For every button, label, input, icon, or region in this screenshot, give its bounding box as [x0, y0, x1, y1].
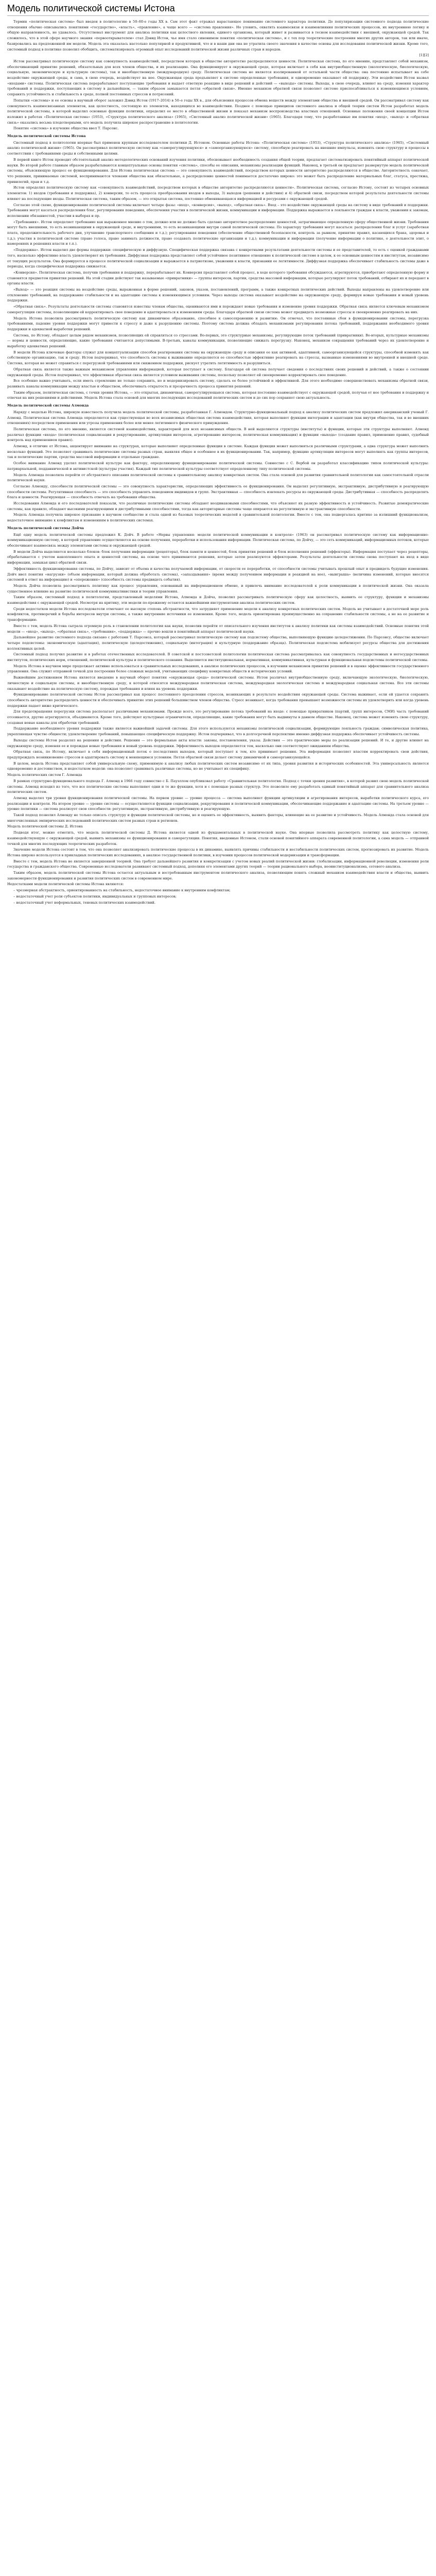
paragraph: Все особенно важно учитывать, если иметь стремление не только сохранить, но и модернизировать систему, сделать ее более устойчивой и эффективной. Для этого необходимо совершенствовать механизмы обратной связи, развивать каналы коммуникации между властью и обществом, обеспечивать открытость и прозрачность процесса принятия решений. [7, 379, 429, 388]
paragraph: Модель Истона в научном мире продолжает активно использоваться в сравнительных исследованиях, в анализе политических процессов, в изучении механизмов принятия решений и в оценке эффективности государственного управления. Она служит отправной точкой для построения более сложных моделей, учитывающих специфику конкретных обществ и исторических условий. [7, 664, 429, 674]
paragraph: «Поддержка». Истон выделил две формы поддержки: специфическую и диффузную. Специфическая поддержка связана с конкретными результатами деятельности системы и ее представителей, то есть с оценкой гражданами того, насколько эффективно власть удовлетворяет их требования. Диффузная поддержка представляет собой устойчивое позитивное отношение к политической системе в целом, к ее основным ценностям и институтам, независимо от текущих результатов. Она формируется в процессе политической социализации и выражается в патриотизме, уважении к власти, признании ее легитимности. Диффузная поддержка обеспечивает стабильность системы даже в периоды, когда специфическая поддержка снижается. [7, 248, 429, 269]
paragraph: В модели Истона ключевые факторы служат для концептуализации способов реагирования системы на окружающую среду и описания ее как активной, адаптивной, самоорганизующейся структуры, способной изменять как собственную организацию, так и среду. Истон подчеркивал, что способность системы к выживанию определяется ее способностью эффективно реагировать на стрессы, вызванные изменениями во внутренней и внешней среде. Система, которая не может справиться с перегрузкой требованиями или снижением поддержки, рискует утратить легитимность и разрушиться. [7, 350, 429, 366]
paragraph: Попытки «системы» и ее основы в научный оборот заложил Дэвид Истон (1917–2014) в 50–е годы XX в., для объяснения процессов обмена веществ между элементами общества и внешней средой. Он рассматривал систему как совокупность взаимосвязанных элементов, как целостность, состоящую из элементов, находящихся во взаимодействии. Позднее с помощью принципов системного анализа и общей теории систем Истон разработал модель политической системы, в которой выделил основные функции политики, определил ее место в общественной жизни и показал механизм воспроизводства властных отношений. Основные положения своей концепции Истон изложил в работах «Политическая система» (1953), «Структура политического анализа» (1965), «Системный анализ политической жизни» (1965). Благодаря тому, что разработанные им понятия «вход», «выход» и «обратная связь» оказались весьма плодотворными, его модель получила широкое распространение в политологии. [7, 98, 429, 125]
paragraph: «Требования». Истон определяет требование как выраженное мнение о том, должно или не должно быть сделано авторитетное распределение ценностей, затрагивающее определенную сферу общественной жизни. Требования могут быть внешними, то есть возникающими в окружающей среде, и внутренними, то есть возникающими внутри самой политической системы. По характеру требования могут касаться: распределения благ и услуг (заработная плата, продолжительность рабочего дня, улучшение транспортного сообщения и т.д.); регулирования поведения (обеспечение общественной безопасности, контроль за рынком, принятие правил, касающихся брака, здоровья и т.д.); участия в политической системе (право голоса, право занимать должности, право создавать политические организации и т.д.); коммуникации и информации (получение информации о политике, о деятельности элит, о намерениях и решениях власти и т.п.). [7, 219, 429, 246]
paragraph: «Обратная связь». Результаты деятельности системы становятся известны членам общества, оцениваются ими и порождают новые требования и изменение уровня поддержки. Обратная связь является ключевым механизмом саморегуляции системы, позволяющим ей корректировать свое поведение и адаптироваться к изменениям среды. Благодаря обратной связи система может предвидеть возможные стрессы и своевременно реагировать на них. [7, 304, 429, 314]
paragraph: Истон определил политическую систему как «совокупность взаимодействий, посредством которых в обществе авторитетно распределяются ценности». Политическая система, согласно Истону, состоит из четырех основных элементов: 1) входов (требования и поддержка), 2) конверсии, то есть процесса преобразования входов в выходы, 3) выходов (решения и действия) и 4) обратной связи, посредством которой результаты деятельности системы влияют на последующие входы. Политическая система, таким образом, — это открытая система, постоянно обменивающаяся информацией и ресурсами с окружающей средой. [7, 185, 429, 201]
paragraph: Истон рассматривал политическую систему как совокупность взаимодействий, посредством которых в обществе авторитетно распределяются ценности. Политическая система, по его мнению, представляет собой механизм, обеспечивающий принятие решений, обязательных для всех членов общества, и их реализацию. Она функционирует в окружающей среде, которая включает в себя как внутриобщественную (экологическую, биологическую, социальную, экономическую и культурную системы), так и внеобщественную (международную) среду. Политическая система не является изолированной от остальной части общества: она постоянно испытывает на себе воздействие окружающей среды, и сама, в свою очередь, воздействует на нее. Окружающая среда предъявляет к системе определенные требования, и одновременно оказывает ей поддержку. Эти воздействия Истон назвал «входами» системы. Политическая система перерабатывает поступающие требования и выдает ответную реакцию в виде решений и действий — «выходы» системы. Выходы, в свою очередь, влияют на среду, изменяя характер требований и поддержки, поступающих в систему в дальнейшем, — таким образом замыкается петля «обратной связи». Именно механизм обратной связи позволяет системе приспосабливаться к изменяющимся условиям, сохранять устойчивость и стабильность в среде, полной постоянных стрессов и потрясений. [7, 59, 429, 97]
paragraph: Ещё одну модель политической системы предложил К. Дойч. В работе «Нервы управления: модели политической коммуникации и контроля» (1963) он рассматривал политическую систему как информационно-коммуникационную систему, в которой управление осуществляется на основе получения, переработки и использования информации. Политическая система, по Дойчу, — это сеть коммуникаций, информационных потоков, которые обеспечивают взаимосвязь между элементами системы и окружающей средой. [7, 532, 429, 548]
article [0, 0, 436, 913]
section-heading: Модель политической системы Алмонда [7, 403, 89, 408]
paragraph: – недостаточный учет неформальных, теневых политических взаимодействий. [13, 900, 155, 905]
paragraph: Понятие «система» в изучение общества ввел Т. Парсонс. [13, 126, 119, 131]
paragraph: Для предотвращения перегрузки система располагает различными механизмами. Прежде всего, это регулирование потока требований на входе: с помощью привратников (партий, групп интересов, СМИ) часть требований отсеивается, другие агрегируются, объединяются. Кроме того, действуют культурные ограничители, определяющие, какие требования могут быть выдвинуты в данном обществе. Наконец, система может изменять свою структуру, создавая новые каналы для обработки требований. [7, 709, 429, 725]
paragraph: Исследования Алмонда и его последователей показали, что различные политические системы обладают неодинаковыми способностями, что объясняет их разную эффективность и устойчивость. Развитые демократические системы, как правило, обладают высокими реагирующими и дистрибутивными способностями, тогда как авторитарные системы чаще опираются на регулятивную и экстрактивную способности. [7, 501, 429, 511]
paragraph: – недостаточный учет роли субъектов политики, индивидуальных и групповых интересов; [13, 894, 177, 899]
paragraph: Обратная связь, по Истону, включает в себя информационный поток о последствиях выходов, который поступает к тем, кто принимает решения. Эта информация позволяет властям корректировать свои действия, предупреждать возникновение стрессов и адаптировать систему к меняющимся условиям. Петля обратной связи делает систему динамичной и самоорганизующейся. [7, 750, 429, 759]
paragraph: Модель политических систем Г. Алмонда [7, 773, 82, 777]
paragraph: Согласно Алмонду, способности политической системы — это совокупность характеристик, определяющих эффективность ее функционирования. Он выделял регулятивную, экстрактивную, дистрибутивную и реагирующую способности системы. Регулятивная способность — это способность управлять поведением индивидов и групп. Экстрактивная — способность извлекать ресурсы из окружающей среды. Дистрибутивная — способность распределять блага и ценности. Реагирующая — способность отвечать на требования общества. [7, 484, 429, 500]
paragraph: В рамках структурно-функционального подхода Г. Алмонд в 1966 году совместно с Б. Пауэллом опубликовал работу «Сравнительная политология. Подход с точки зрения развития», в которой развил свою модель политической системы. Алмонд исходил из того, что все политические системы выполняют одни и те же функции, хотя и с помощью разных структур. Это позволило ему разработать единый понятийный аппарат для сравнительного анализа политических систем. [7, 778, 429, 794]
paragraph: Модель Дойча позволила рассматривать политику как процесс управления, основанный на информационном обмене, и привлечь внимание исследователей к роли коммуникации в политической жизни. Она оказала существенное влияние на развитие политической коммуникативистики и теории управления. [7, 583, 429, 594]
paragraph: Алмонд, в отличие от Истона, акцентирует внимание на структурах, которые выполняют определенные функции в системе. Каждая функция может выполняться различными структурами, а одна структура может выполнять несколько функций. Это позволяет сравнивать политические системы разных стран, выявляя общее и особенное в их функционировании. Так, например, функцию артикуляции интересов могут выполнять как группы интересов, так и политические партии, средства массовой информации и отдельные граждане. [7, 444, 429, 460]
paragraph: Важнейшим достижением Истона является введение в научный оборот понятия «окружающая среда» политической системы. Истон различал внутриобщественную среду, включающую экологическую, биологическую, личностную и социальную системы, и внеобщественную среду, к которой относятся международная политическая система, международная экологическая система и международная социальная система. Все эти системы оказывают воздействие на политическую систему, порождая требования и влияя на уровень поддержки. [7, 675, 429, 691]
paragraph: Подводя итог, можно отметить, что модель политической системы Д. Истона является одной из фундаментальных в политической науке. Она впервые позволила рассмотреть политику как целостную систему, взаимодействующую с окружающей средой, выявить механизмы ее функционирования и саморегуляции. Понятия, введенные Истоном, стали основой понятийного аппарата современной политологии, а сама модель — отправной точкой для многих последующих теоретических разработок. [7, 831, 429, 846]
paragraph: Модель Алмонда получила широкое признание в научном сообществе и стала одной из базовых теоретических моделей в сравнительной политологии. Вместе с тем, она подвергалась критике за излишний функционализм, недостаточное внимание к конфликтам и изменениям в политических системах. [7, 513, 429, 523]
paragraph: Системный подход в политологии впервые был применен крупным исследователем политики Д. Истоном. Основные работы Истона: «Политическая система» (1953), «Структура политического анализа» (1965), «Системный анализ политической жизни» (1965). Он рассматривал политическую систему как «саморегулирующуюся» и «самоорганизующуюся» систему, способную реагировать на внешние импульсы, изменять свою структуру и процессы в соответствии с требованиями среды и собственными целями. [7, 140, 429, 156]
page-title: Модель политической системы Истона [7, 3, 429, 16]
paragraph: Системный подход получил развитие и в работах отечественных исследователей. В советской и постсоветской политологии политическая система рассматривалась как совокупность государственных и негосударственных институтов, политических норм, отношений, политической культуры и политического сознания. Выделяются институциональная, нормативная, коммуникативная, культурная и функциональная подсистемы политической системы. [7, 652, 429, 663]
paragraph: – чрезмерная абстрактность, ориентированность на стабильность, недостаточное внимание к внутренним конфликтам; [13, 888, 231, 893]
section-heading: Модель политической системы Истона [7, 134, 86, 139]
paragraph: Обратная связь является также важным механизмом управления информацией, которая поступает в систему. Благодаря ей система получает сведения о последствиях своих решений и действий, а также о состоянии окружающей среды. Истон подчеркивал, что эффективная обратная связь является условием выживания системы, поскольку позволяет ей своевременно корректировать свое поведение. [7, 367, 429, 377]
paragraph: Функционирование политической системы Истон рассматривал как процесс постоянного преодоления стрессов, возникающих в результате воздействия окружающей среды. Система выживает, если ей удается сохранять способность авторитетно распределять ценности и обеспечивать принятие этих решений большинством членов общества. Стресс возникает, когда требования превышают возможности системы их удовлетворить или когда уровень поддержки падает ниже критического. [7, 692, 429, 708]
paragraph: Термин «политическая система» был введен в политологию в 50–60-е годы XX в. Сам этот факт отражал нарастающее понимание системного характера политики. До популяризации системного подхода политические отношения обычно описывались понятиями «государство», «власть», «правление», а чаще всего — «система правления». Но уловить, охватить взаимосвязи и взаимовлияния политических процессов, их внутреннюю логику и общую направленность, не удавалось. Отсутствовал инструмент для анализа политики как целостного явления, единого организма, который живет и развивается в тесном взаимодействии с внешней, окружающей средой. Так сложилось, что в этой сфере научного знания «первооткрывателем» стал Дэвид Истон, чье имя стало синонимом понятия «политическая система», и с тех пор теоретические построения многих других авторов, так или иначе, базировались на предложенной им модели. Модель эта оказалась настолько популярной и продуктивной, что и в наши дни она не утратила своего значения в качестве основы для исследования политической жизни. Кроме того, системный подход в политике позволил обобщить, систематизировать огромный опыт исследований политической жизни различных стран и народов. [7, 20, 429, 52]
paragraph: Согласно этой схеме, функционирование политической системы включает четыре фазы: «вход», «конверсия», «выход», «обратная связь». Вход – это воздействие окружающей среды на систему в виде требований и поддержки. Требования могут касаться распределения благ, регулирования поведения, обеспечения участия в политической жизни, коммуникации и информации. Поддержка выражается в лояльности граждан к власти, уважении к законам, исполнении обязанностей, участии в выборах и пр. [7, 202, 429, 218]
paragraph: Среди недостатков модели Истона исследователи отмечают ее высокую степень абстрактности, что затрудняет применение модели к анализу конкретных политических систем. Модель не учитывает в достаточной мере роль конфликтов, противоречий и борьбы интересов внутри системы, а также внутренние источники ее изменения. Кроме того, модель ориентирована преимущественно на сохранение стабильности системы, а не на ее развитие и трансформацию. [7, 606, 429, 622]
paragraph: [1][2] [419, 53, 429, 58]
article-body [7, 19, 429, 905]
paragraph: Политическая система, по его мнению, является системой взаимодействия, характерной для всех независимых обществ. В ней выделяются структуры (институты) и функции, которые эти структуры выполняют. Алмонд различал функции «входа» (политическая социализация и рекрутирование, артикуляция интересов, агрегирование интересов, политическая коммуникация) и функции «выхода» (создание правил, применение правил, судебный контроль над применением правил). [7, 427, 429, 443]
paragraph: В первой книге Истон проводит обстоятельный анализ методологических оснований изучения политики, обосновывает необходимость создания общей теории, предлагает систематизировать понятийный аппарат политической науки. Во второй работе главным образом разрабатываются концептуальные основы понятия «система», способы ее описания, механизмы реализации функций. Наконец, в третьей он предлагает развернутую модель политической системы, объясняющую процесс ее функционирования. Для Истона политическая система — это совокупность взаимодействий, посредством которых ценности авторитетно распределяются в обществе. Авторитетность означает, что решения, принимаемые системой, воспринимаются членами общества как обязательные, а распределение ценностей понимается достаточно широко: это может быть распределение материальных благ, статуса, престижа, привилегий, прав и т.д. [7, 157, 429, 184]
paragraph: Поддержание необходимого уровня поддержки также является важнейшей задачей системы. Для этого используются механизмы политической социализации, формирующие лояльность граждан; символическая политика, укрепляющая чувство общности; удовлетворение требований, повышающее специфическую поддержку. Истон подчеркивал, что в долгосрочной перспективе именно диффузная поддержка обеспечивает устойчивость системы. [7, 726, 429, 737]
paragraph: Значение модели Истона состоит в том, что она позволяет анализировать политические процессы в их динамике, выявлять причины стабильности и нестабильности политических систем, прогнозировать их развитие. Модель Истона широко используется в прикладных политических исследованиях, в анализе государственной политики, в изучении процессов политической модернизации и трансформации. [7, 848, 429, 857]
paragraph: В целом, модель Истона представляет собой универсальную схему, применимую к анализу любых политических систем независимо от их типа, уровня развития и исторических особенностей. Эта универсальность является одновременно и достоинством, и недостатком модели: она позволяет сравнивать различные системы, но не учитывает их специфику. [7, 761, 429, 771]
paragraph: Модель Истона позволила рассматривать политическую систему как динамичное образование, способное к самосохранению и развитию. Он отмечал, что постоянные сбои в функционировании системы, перегрузка требованиями, падение уровня поддержки могут привести к стрессу и даже к разрушению системы. Поэтому система должна обладать механизмами регулирования потока требований, поддержания необходимого уровня поддержки и адекватной выработки решений. [7, 316, 429, 331]
paragraph: Таким образом, системный подход в политологии, представленный моделями Истона, Алмонда и Дойча, позволил рассматривать политическую сферу как целостность, выявить ее структуру, функции и механизмы взаимодействия с окружающей средой. Несмотря на критику, эти модели по-прежнему остаются важнейшими инструментами анализа политических систем. [7, 595, 429, 605]
paragraph: Особое внимание Алмонд уделял политической культуре как фактору, определяющему функционирование политической системы. Совместно с С. Вербой он разработал классификацию типов политической культуры: патриархальной, подданнической и активистской (культуры участия). Каждый тип политической культуры соответствует определенному типу политической системы. [7, 461, 429, 471]
paragraph: Алмонд выделял три уровня функционирования политической системы. На первом уровне — уровне процесса — система выполняет функции артикуляции и агрегирования интересов, выработки политического курса, его реализации и контроля. На втором уровне — уровне системы — осуществляются функции социализации, рекрутирования и политической коммуникации, обеспечивающие поддержание и адаптацию системы. На третьем уровне — уровне политики — система реализует свои способности: регулятивную, экстрактивную, дистрибутивную и реагирующую. [7, 795, 429, 811]
paragraph: Вместе с тем, модель Истона сыграла огромную роль в становлении политологии как науки, позволив перейти от описательного изучения институтов к анализу политики как системы взаимодействий. Основные понятия этой модели — «вход», «выход», «обратная связь», «требования», «поддержка» — прочно вошли в понятийный аппарат политической науки. [7, 623, 429, 634]
paragraph: «Конверсия». Политическая система, получив требования и поддержку, перерабатывает их. Конверсия представляет собой процесс, в ходе которого требования обсуждаются, агрегируются, приобретают определенную форму и становятся предметом принятия решений. На этой стадии действуют так называемые «привратники» — группы интересов, партии, средства массовой информации, которые регулируют поток требований, отбирают их и передают в органы власти. [7, 270, 429, 286]
paragraph: Выходы системы Истон разделял на решения и действия. Решения — это формальные акты власти: законы, постановления, указы. Действия — это практические меры по реализации решений. И те, и другие влияют на окружающую среду, изменяя ее и порождая новые требования и новый уровень поддержки. Эффективность выходов определяется тем, насколько они соответствуют ожиданиям общества. [7, 738, 429, 748]
paragraph: Система, по Истону, обладает целым рядом механизмов, позволяющих ей справляться со стрессами. Во-первых, это структурные механизмы, регулирующие поток требований (привратники). Во-вторых, культурные механизмы — нормы и ценности, определяющие, какие требования считаются допустимыми. В-третьих, каналы коммуникации, позволяющие снижать перегрузку. Наконец, механизм сокращения требований через их удовлетворение и выработку адекватных решений. [7, 333, 429, 349]
paragraph: Дальнейшее развитие системного подхода связано с работами Т. Парсонса, который рассматривал политическую систему как подсистему общества, выполняющую функцию целедостижения. По Парсонсу, общество включает четыре подсистемы: экономическую (адаптация), политическую (целедостижение), социальную (интеграция) и культурную (поддержание образца). Политическая подсистема мобилизует ресурсы общества для достижения коллективных целей. [7, 635, 429, 651]
paragraph: Эффективность функционирования системы, по Дойчу, зависит от объема и качества получаемой информации, от скорости ее переработки, от способности системы учитывать прошлый опыт и предвидеть будущие изменения. Дойч ввел понятия «нагрузки» (объем информации, который должна обработать система), «запаздывания» (время между получением информации и реакцией на нее), «выигрыша» (величина изменений, которые вносятся системой в ответ на информацию) и «опережения» (способность системы предвидеть события). [7, 566, 429, 582]
paragraph: Таким образом, модель политической системы Истона остается актуальным и востребованным инструментом политического анализа, позволяющим понять сложный механизм взаимодействия власти и общества, выявить закономерности функционирования и развития политических систем в современном мире. [7, 871, 429, 880]
paragraph: Вместе с тем, модель Истона не является завершенной теорией. Она требует дальнейшего развития и конкретизации с учетом новых реалий политической жизни: глобализации, информационной революции, изменения роли государства и гражданского общества. Современные исследователи развивают системный подход, дополняя его элементами других теорий — теории рационального выбора, неоинституционализма, сетевого анализа. [7, 859, 429, 869]
paragraph: Модель Алмонда позволила перейти от абстрактного описания политической системы к сравнительному анализу конкретных систем. Она стала основой для развития сравнительной политологии как самостоятельной отрасли политической науки. [7, 472, 429, 483]
paragraph: Наряду с моделью Истона, широкую известность получила модель политической системы, разработанная Г. Алмондом. Структурно-функциональный подход к анализу политических систем предложил американский ученый Г. Алмонд. Политическая система Алмонда определяется как существующая во всех независимых обществах система взаимодействия, которая выполняет функции интеграции и адаптации (как внутри общества, так и во внешних отношениях) посредством применения или угрозы применения более или менее легитимного физического принуждения. [7, 410, 429, 426]
paragraph: Модель политической системы Д. Истона [7, 824, 83, 829]
section-heading: Модель политической системы Дойча [7, 526, 84, 530]
paragraph: Такой подход позволил Алмонду не только описать структуру и функции политической системы, но и оценить ее эффективность, выявить факторы, влияющие на ее развитие и устойчивость. Модель Алмонда стала основой для многочисленных эмпирических исследований политических систем разных стран и регионов. [7, 813, 429, 823]
paragraph: «Выход» — это реакция системы на воздействие среды, выраженная в форме решений, законов, указов, постановлений, программ, а также конкретных политических действий. Выходы направлены на удовлетворение или отклонение требований, на поддержание стабильности и на адаптацию системы к изменяющимся условиям. Через выходы система оказывает воздействие на окружающую среду, формируя новые требования и новый уровень поддержки. [7, 287, 429, 303]
paragraph: Недостатками модели политической системы Истона являются: [7, 882, 124, 887]
paragraph: В модели Дойча выделяются несколько блоков: блок получения информации (рецепторы), блок памяти и ценностей, блок принятия решений и блок исполнения решений (эффекторы). Информация поступает через рецепторы, обрабатывается с учетом накопленного опыта и ценностей системы, на основе чего принимаются решения, которые затем реализуются эффекторами. Результаты деятельности системы снова поступают на вход в виде информации, замыкая цикл обратной связи. [7, 549, 429, 565]
paragraph: Таким образом, политическая система, с точки зрения Истона, — это открытая, динамичная, саморегулирующаяся система, которая постоянно взаимодействует с окружающей средой, получая от нее требования и поддержку и отвечая на них решениями и действиями. Модель Истона стала основой для многих последующих исследований политических систем и до сих пор сохраняет свою актуальность. [7, 390, 429, 400]
